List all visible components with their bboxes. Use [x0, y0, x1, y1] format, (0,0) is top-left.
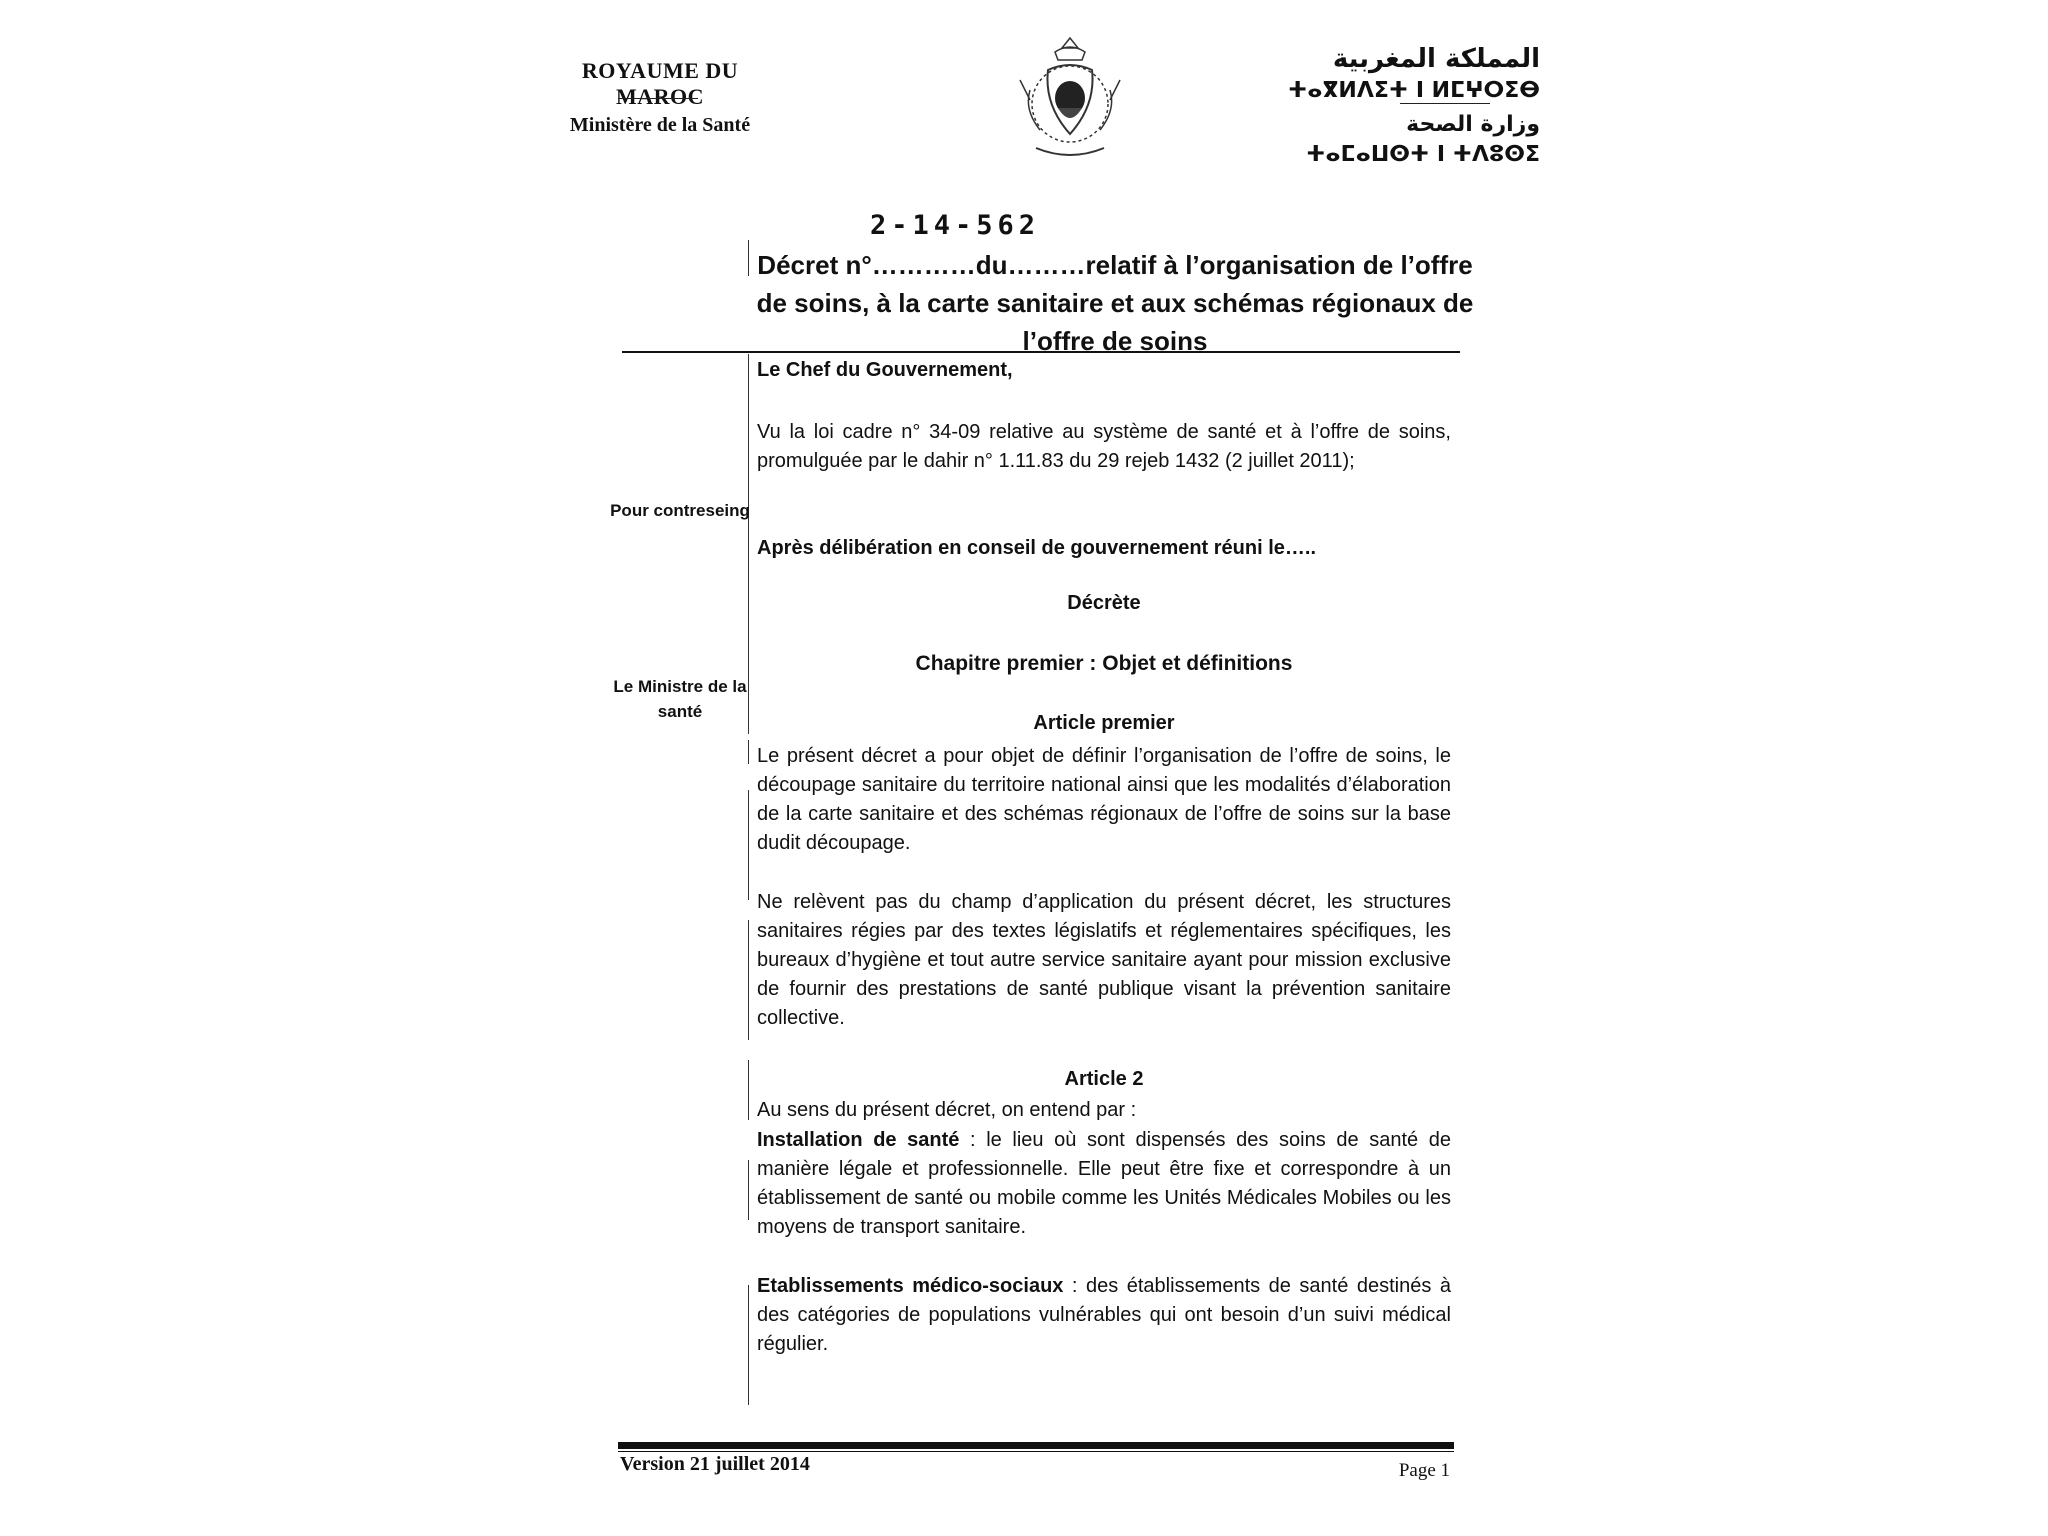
decree-number: 2-14-562	[870, 210, 1041, 241]
header-tifinagh-kingdom: ⵜⴰⴳⵍⴷⵉⵜ ⵏ ⵍⵎⵖⵔⵉⴱ	[1287, 78, 1540, 103]
definition-text: : le lieu où sont dispensés des soins de santé de manière légale et professionnelle. Elle peut être fixe et correspondre à un établissement de santé ou mobile comme les Unités Médicales Mobiles ou les moyens de transport sanitaire.	[757, 1129, 1451, 1238]
margin-rule	[748, 790, 749, 900]
definition-term: Installation de santé	[757, 1129, 960, 1151]
footer-rule-thin	[618, 1451, 1454, 1452]
article-1-paragraph-1: Le présent décret a pour objet de définir l’organisation de l’offre de soins, le découpage sanitaire du territoire national ainsi que les modalités d’élaboration de la carte sanitaire et des schémas régionaux de l’offre de soins sur la base dudit découpage.	[757, 745, 1451, 854]
header-country-title: ROYAUME DU MAROC	[581, 58, 739, 109]
deliberation-paragraph: Après délibération en conseil de gouvernement réuni le…..	[757, 537, 1317, 559]
margin-note-minister: Le Ministre de la santé	[613, 677, 747, 721]
article-2-heading: Article 2	[1064, 1068, 1144, 1090]
title-divider	[622, 351, 1460, 353]
margin-rule	[748, 1285, 749, 1405]
margin-rule	[748, 920, 749, 1040]
margin-rule	[748, 1160, 749, 1220]
definition-etablissements-medico-sociaux	[757, 1272, 1451, 1359]
header-arabic-kingdom: المملكة المغربية	[1332, 44, 1540, 74]
article-2-intro: Au sens du présent décret, on entend par :	[757, 1099, 1137, 1121]
footer-rule	[618, 1442, 1454, 1449]
header-tifinagh-ministry: ⵜⴰⵎⴰⵡⵙⵜ ⵏ ⵜⴷⵓⵙⵉ	[1306, 142, 1540, 167]
margin-rule-top	[748, 240, 749, 276]
decrete-heading: Décrète	[1067, 592, 1141, 614]
chapter-heading: Chapitre premier : Objet et définitions	[915, 652, 1293, 675]
vu-paragraph: Vu la loi cadre n° 34-09 relative au système de santé et à l’offre de soins, promulguée par le dahir n° 1.11.83 du 29 rejeb 1432 (2 juillet 2011);	[757, 421, 1451, 472]
footer-version: Version 21 juillet 2014	[620, 1453, 810, 1475]
header-right-divider	[1400, 103, 1490, 104]
margin-note-countersign: Pour contreseing	[610, 501, 750, 520]
article-1-heading: Article premier	[1033, 712, 1175, 734]
definition-term: Etablissements médico-sociaux	[757, 1275, 1064, 1297]
header-left-divider	[618, 98, 698, 99]
footer-page-number: Page 1	[1398, 1460, 1450, 1481]
header-arabic-ministry: وزارة الصحة	[1406, 112, 1540, 137]
margin-rule-short	[748, 740, 749, 764]
definition-text: : des établissements de santé destinés à des catégories de populations vulnérables qui ont besoin d’un suivi médical régulier.	[757, 1275, 1451, 1355]
margin-rule	[748, 1060, 749, 1120]
decree-title: Décret n°…………du………relatif à l’organisation de l’offre de soins, à la carte sanitaire et aux schémas régionaux de l’offre de soins	[756, 250, 1474, 356]
royal-coat-of-arms-icon	[1000, 30, 1140, 170]
header-ministry-name: Ministère de la Santé	[569, 114, 751, 136]
article-1-paragraph-2: Ne relèvent pas du champ d’application du présent décret, les structures sanitaires régies par des textes législatifs et réglementaires spécifiques, les bureaux d’hygiène et tout autre service sanitaire ayant pour mission exclusive de fournir des prestations de santé publique visant la prévention sanitaire collective.	[757, 891, 1451, 1029]
definition-installation-sante	[757, 1126, 1451, 1242]
addressee: Le Chef du Gouvernement,	[757, 359, 1013, 381]
